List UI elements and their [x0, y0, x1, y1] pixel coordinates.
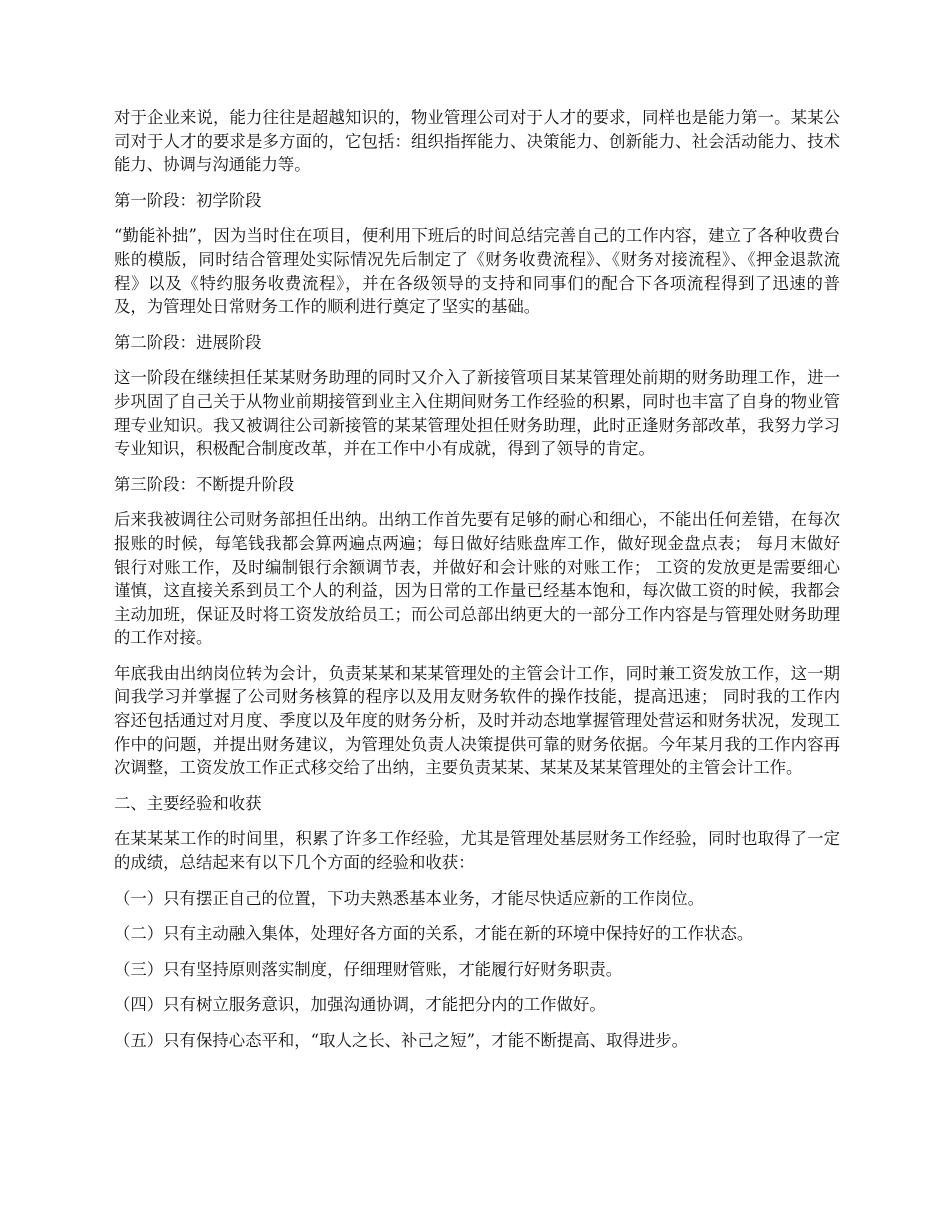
- heading-stage-two: 第二阶段：进展阶段: [114, 332, 262, 352]
- paragraph-stage-one: “勤能补拙”，因为当时住在项目，便利用下班后的时间总结完善自己的工作内容，建立了各种收费台账的模版，同时结合管理处实际情况先后制定了《财务收费流程》、《财务对接流程》、《押金退款流程》以及《特约服务收费流程》，并在各级领导的支持和同事们的配合下各项流程得到了迅速的普及，为管理处日常财务工作的顺利进行奠定了坚实的基础。: [114, 226, 840, 317]
- heading-stage-one: 第一阶段：初学阶段: [114, 190, 262, 210]
- list-item-experience-1: （一）只有摆正自己的位置，下功夫熟悉基本业务，才能尽快适应新的工作岗位。: [114, 888, 705, 908]
- heading-experience: 二、主要经验和收获: [114, 793, 262, 813]
- heading-stage-three: 第三阶段：不断提升阶段: [114, 474, 295, 494]
- paragraph-cashier-work: 后来我被调往公司财务部担任出纳。出纳工作首先要有足够的耐心和细心，不能出任何差错，在每次报账的时候，每笔钱我都会算两遍点两遍；每日做好结账盘库工作，做好现金盘点表； 每月末做好银行对账工作，及时编制银行余额调节表，并做好和会计账的对账工作； 工资的发放更是需要细心谨慎，这直接关系到员工个人的利益，因为日常的工作量已经基本饱和，每次做工资的时候，我都会主动加班，保证及时将工资发放给员工；而公司总部出纳更大的一部分工作内容是与管理处财务助理的工作对接。: [114, 510, 840, 648]
- paragraph-intro: 对于企业来说，能力往往是超越知识的，物业管理公司对于人才的要求，同样也是能力第一。某某公司对于人才的要求是多方面的，它包括：组织指挥能力、决策能力、创新能力、社会活动能力、技术能力、协调与沟通能力等。: [114, 108, 840, 175]
- paragraph-accountant-work: 年底我由出纳岗位转为会计，负责某某和某某管理处的主管会计工作，同时兼工资发放工作，这一期间我学习并掌握了公司财务核算的程序以及用友财务软件的操作技能，提高迅速； 同时我的工作内容还包括通过对月度、季度以及年度的财务分析，及时并动态地掌握管理处营运和财务状况，发现工作中的问题，并提出财务建议，为管理处负责人决策提供可靠的财务依据。今年某月我的工作内容再次调整，工资发放工作正式移交给了出纳，主要负责某某、某某及某某管理处的主管会计工作。: [114, 663, 840, 778]
- paragraph-stage-two: 这一阶段在继续担任某某财务助理的同时又介入了新接管项目某某管理处前期的财务助理工作，进一步巩固了自己关于从物业前期接管到业主入住期间财务工作经验的积累，同时也丰富了自身的物业管理专业知识。我又被调往公司新接管的某某管理处担任财务助理，此时正逢财务部改革，我努力学习专业知识，积极配合制度改革，并在工作中小有成就，得到了领导的肯定。: [114, 368, 840, 459]
- list-item-experience-2: （二）只有主动融入集体，处理好各方面的关系，才能在新的环境中保持好的工作状态。: [114, 924, 754, 944]
- document-body: [114, 106, 840, 1065]
- list-item-experience-4: （四）只有树立服务意识，加强沟通协调，才能把分内的工作做好。: [114, 995, 606, 1015]
- paragraph-experience-intro: 在某某某工作的时间里，积累了许多工作经验，尤其是管理处基层财务工作经验，同时也取得了一定的成绩，总结起来有以下几个方面的经验和收获：: [114, 829, 840, 873]
- list-item-experience-5: （五）只有保持心态平和，“取人之长、补己之短”，才能不断提高、取得进步。: [114, 1031, 689, 1050]
- list-item-experience-3: （三）只有坚持原则落实制度，仔细理财管账，才能履行好财务职责。: [114, 959, 623, 979]
